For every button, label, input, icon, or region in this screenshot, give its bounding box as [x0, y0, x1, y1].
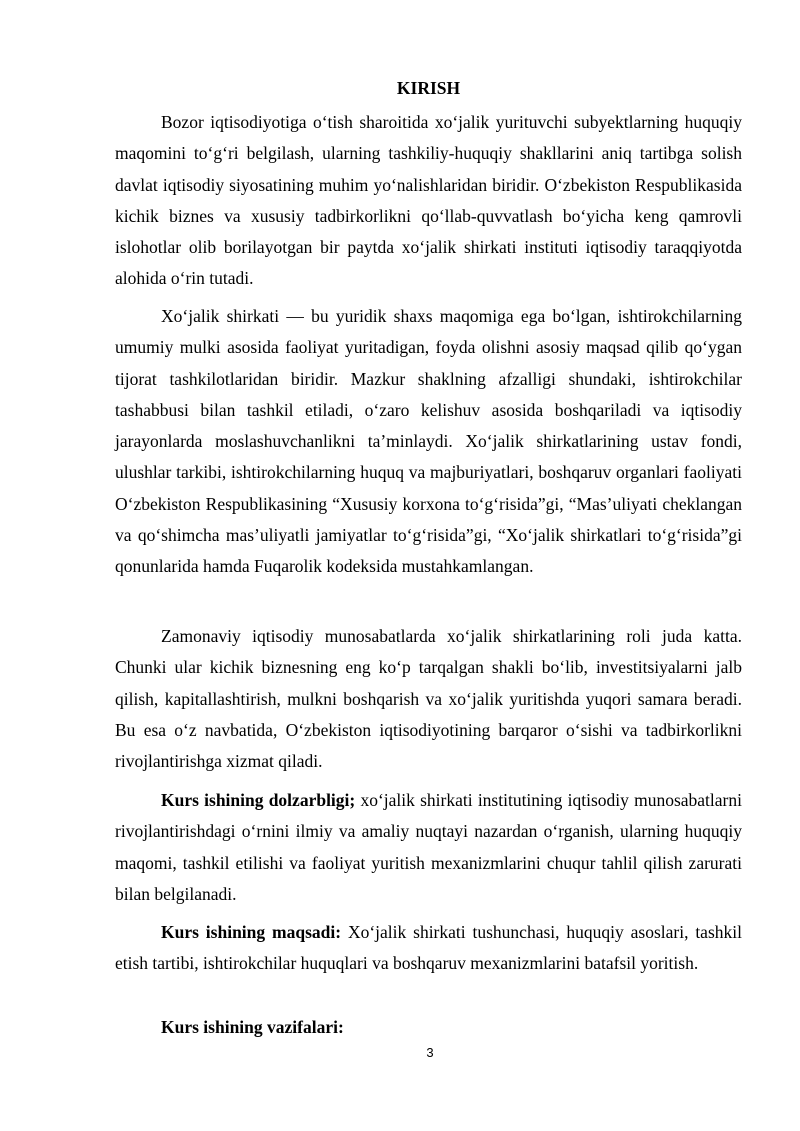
- goal-label: Kurs ishining maqsadi:: [161, 922, 342, 942]
- paragraph-goal: [115, 917, 742, 980]
- section-title: KIRISH: [396, 78, 461, 98]
- paragraph-role: Zamonaviy iqtisodiy munosabatlarda xo‘jalik shirkatlarining roli juda katta. Chunki ular kichik biznesning eng ko‘p tarqalgan shakli bo‘lib, investitsiyalarni jalb qilish, kapitallashtirish, mulkni boshqarish va xo‘jalik yuritishda yuqori samara beradi. Bu esa o‘z navbatida, O‘zbekiston iqtisodiyotining barqaror o‘sishi va tadbirkorlikni rivojlantirishga xizmat qiladi.: [115, 626, 742, 772]
- relevance-text: xo‘jalik shirkati institutining iqtisodiy munosabatlarni rivojlantirishdagi o‘rnini ilmiy va amaliy nuqtayi nazardan o‘rganish, ularning huquqiy maqomi, tashkil etilishi va faoliyat yuritish mexanizmlarini chuqur tahlil qilish zarurati bilan belgilanadi.: [115, 790, 742, 904]
- paragraph-relevance: [115, 785, 742, 910]
- paragraph-intro: Bozor iqtisodiyotiga o‘tish sharoitida xo‘jalik yurituvchi subyektlarning huquqiy maqomini to‘g‘ri belgilash, ularning tashkiliy-huquqiy shakllarini aniq tartibga solish davlat iqtisodiy siyosatining muhim yo‘nalishlaridan biridir. O‘zbekiston Respublikasida kichik biznes va xususiy tadbirkorlikni qo‘llab-quvvatlash bo‘yicha keng qamrovli islohotlar olib borilayotgan bir paytda xo‘jalik shirkati instituti iqtisodiy taraqqiyotda alohida o‘rin tutadi.: [115, 112, 742, 289]
- tasks-label: Kurs ishining vazifalari:: [161, 1017, 344, 1037]
- relevance-label: Kurs ishining dolzarbligi;: [161, 790, 356, 810]
- goal-text: Xo‘jalik shirkati tushunchasi, huquqiy asoslari, tashkil etish tartibi, ishtirokchilar huquqlari va boshqaruv mexanizmlarini batafsil yoritish.: [115, 922, 742, 974]
- paragraph-tasks: [115, 1012, 742, 1043]
- page-number: 3: [426, 1045, 434, 1060]
- paragraph-definition: Xo‘jalik shirkati — bu yuridik shaxs maqomiga ega bo‘lgan, ishtirokchilarning umumiy mulki asosida faoliyat yuritadigan, foyda olishni asosiy maqsad qilib qo‘ygan tijorat tashkilotlaridan biridir. Mazkur shaklning afzalligi shundaki, ishtirokchilar tashabbusi bilan tashkil etiladi, o‘zaro kelishuv asosida boshqariladi va iqtisodiy jarayonlarda moslashuvchanlikni ta’minlaydi. Xo‘jalik shirkatlarining ustav fondi, ulushlar tarkibi, ishtirokchilarning huquq va majburiyatlari, boshqaruv organlari faoliyati O‘zbekiston Respublikasining “Xususiy korxona to‘g‘risida”gi, “Mas’uliyati cheklangan va qo‘shimcha mas’uliyatli jamiyatlar to‘g‘risida”gi, “Xo‘jalik shirkatlari to‘g‘risida”gi qonunlarida hamda Fuqarolik kodeksida mustahkamlangan.: [115, 306, 742, 577]
